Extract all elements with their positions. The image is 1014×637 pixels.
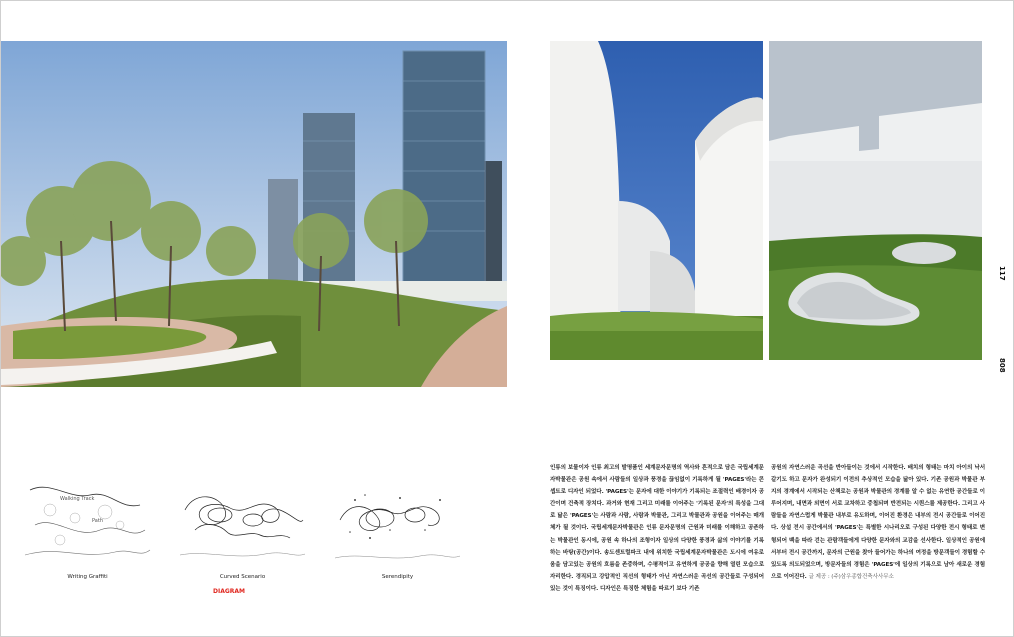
annotation-path: Path <box>92 518 103 524</box>
annotation-walking-track: Walking Track <box>60 496 95 502</box>
credit-line: 글 제공 : (주)삼우종합건축사사무소 <box>808 573 894 580</box>
page-number-117: 117 <box>998 266 1006 281</box>
diagram-curved-scenario <box>175 470 310 580</box>
diagram-writing-graffiti <box>20 470 155 580</box>
body-text-column-right <box>771 462 985 592</box>
diagram-label-serendipity: Serendipity <box>381 574 414 580</box>
curved-walls-photo <box>550 41 763 360</box>
park-photo <box>1 41 507 387</box>
diagram-label-writing-graffiti: Writing Graffiti <box>67 574 108 580</box>
stones-photo <box>769 41 982 360</box>
page-number-808: 808 <box>998 358 1006 373</box>
diagram-label-curved-scenario: Curved Scenario <box>219 574 266 580</box>
diagram-panel <box>20 470 490 610</box>
diagram-serendipity <box>330 470 465 580</box>
diagram-title: DIAGRAM <box>213 588 246 595</box>
body-text-right: 공원의 자연스러운 곡선을 반아들이는 것에서 시작한다. 배치의 형태는 마치 아이의 낙서 같기도 하고 문자가 완성되기 이전의 추상적인 모습을 닮아 있다. 기존 공원과 박물관 부지의 경계에서 시작되는 산책로는 공원과 박물관의 경계를 알 수 없는 유연한 공간들로 이루어지며, 내면과 외면이 서로 교차하고 중첩되며 반전되는 시퀀스를 제공한다. 그리고 사람들을 자연스럽게 박물관 내부로 유도하며, 이어진 환경은 내부의 전시 공간들로 이어진다. 상설 전시 공간에서의 'PAGES'는 특별한 시나리오로 구성된 다양한 전시 형태로 변형되어 백을 따라 걷는 관람객들에게 다양한 문자와의 교감을 선사한다. 일상적인 공원에서부터 전시 공간까지, 문자의 근원을 찾아 들어가는 하나의 여정을 방문객들이 경험할 수 있도록 의도되었으며, 방문자들의 경험은 'PAGES'에 일상의 기록으로 남아 새로운 경험으로 이어진다. <box>771 465 985 580</box>
body-text-column-left: 인류의 보물이자 인류 최고의 발명품인 세계문자문명의 역사와 흔적으로 담은 국립세계문자박물관은 공원 속에서 사람들의 일상과 풍경을 끊임없이 기록하게 될 'PAGES'라는 콘셉트로 디자인 되었다. 'PAGES'는 문자에 대한 이야기가 기록되는 조절력인 배경이자 공간이며 건축적 장치다. 과거와 현재 그리고 미래를 이어주는 '기록된 문자'의 특성을 그대로 닮은 'PAGES'는 사람과 사람, 사람과 박물관, 그리고 박물관과 공원을 이어주는 매개체가 될 것이다. 국립세계문자박물관은 인류 문자문명의 근원과 미래를 이해하고 공존하는 박물관인 동시에, 공원 속 하나의 조형이자 일상의 다양한 풍경과 삶의 이야기를 기록하는 바탕(공간)이다. 송도센트럴파크 내에 위치한 국립세계문자박물관은 도시에 여유로움을 담고있는 공원의 흐름을 존중하며, 수평적이고 유연하게 공공을 향해 열린 모습으로 자리한다. 경직되고 강압적인 직선의 형태가 아닌 자연스러운 곡선의 공간들로 구성되어 있는 것이 특징이다. 디자인은 특징한 체험을 따르기 보다 기존 <box>550 465 764 592</box>
